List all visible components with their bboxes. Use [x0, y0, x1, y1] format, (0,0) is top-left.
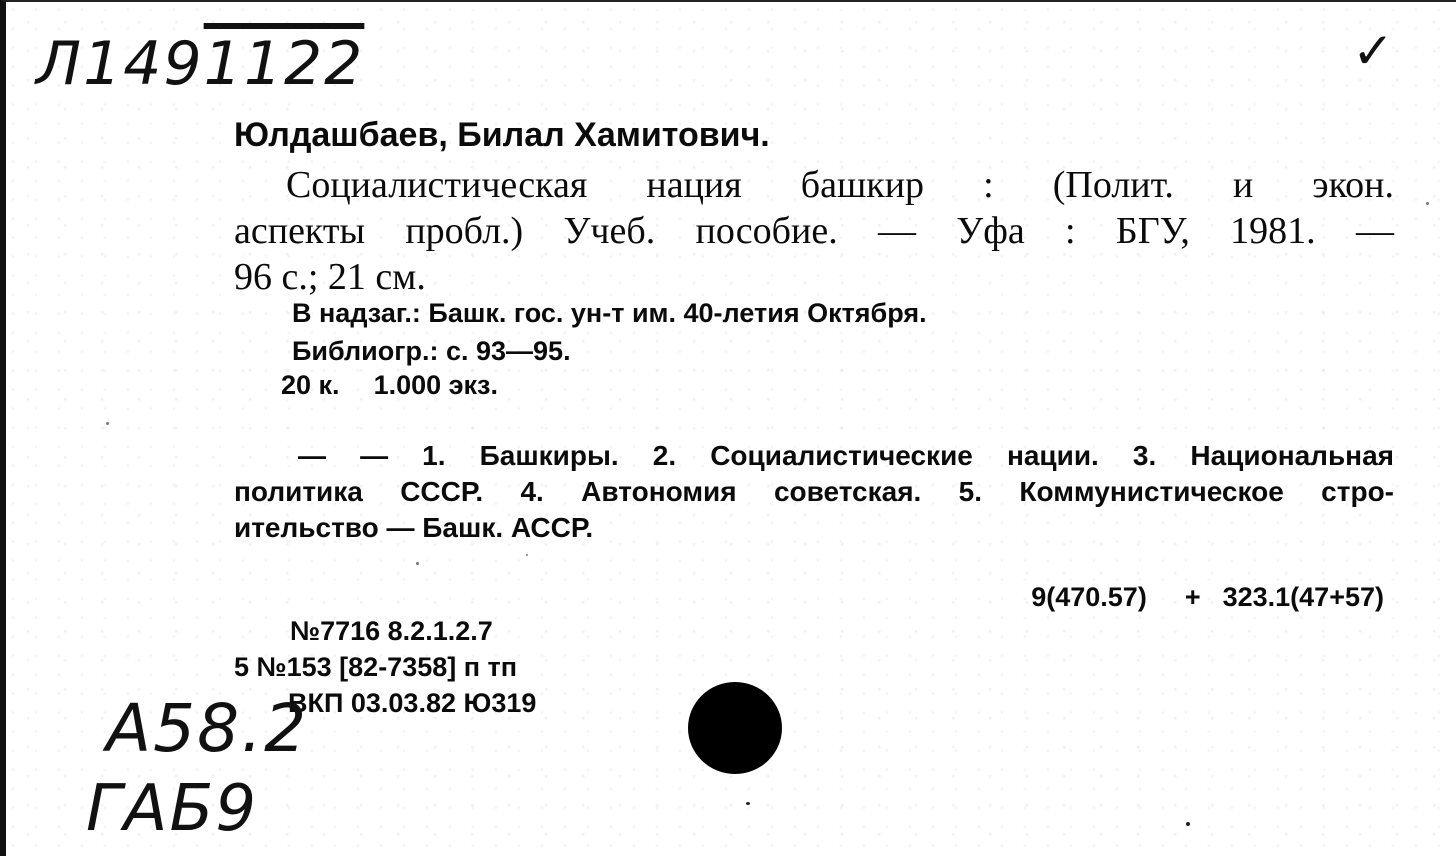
price-and-copies — [281, 370, 498, 401]
note-bibliography: Библиогр.: с. 93—95. — [292, 336, 571, 366]
scan-speck — [416, 562, 419, 565]
production-line-1: №7716 8.2.1.2.7 — [290, 616, 493, 646]
classification-left: 9(470.57) — [1031, 582, 1147, 612]
classification-right: 323.1(47+57) — [1222, 582, 1384, 612]
scan-speck — [1186, 822, 1190, 826]
subject-line-3: ительство — Башк. АССР. — [234, 512, 594, 543]
handwritten-collection-mark: ГАБ9 — [86, 772, 259, 846]
handwritten-shelf-mark: А58.2 — [106, 690, 309, 767]
production-line-2: 5 №153 [82-7358] п тп — [234, 652, 518, 682]
title-line-1 — [234, 162, 1394, 208]
subject-line-1 — [234, 440, 1394, 472]
subject-line-2-text: политика СССР. 4. Автономия советская. 5. Коммунистическое стро- — [234, 476, 1394, 507]
handwritten-call-number — [36, 29, 365, 99]
punch-hole-dot — [688, 682, 782, 774]
production-line-3: ВКП 03.03.82 Ю319 — [288, 688, 537, 718]
check-mark-icon: ✓ — [1352, 22, 1396, 80]
handwritten-call-number-sub: 1122 — [203, 29, 365, 99]
scan-speck — [106, 422, 109, 425]
classification-numbers — [1031, 582, 1384, 613]
subject-line-2 — [234, 476, 1394, 508]
price: 20 к. — [281, 370, 340, 400]
title-line-3: 96 с.; 21 см. — [234, 256, 426, 298]
title-line-1-text: Социалистическая нация башкир : (Полит. и экон. — [286, 164, 1394, 206]
scan-speck — [1426, 202, 1429, 205]
classification-plus: + — [1184, 582, 1201, 612]
copies: 1.000 экз. — [373, 370, 498, 400]
title-line-2 — [234, 208, 1394, 254]
subject-line-1-text: — — 1. Башкиры. 2. Социалистические нации. 3. Национальная — [298, 440, 1394, 471]
title-line-2-text: аспекты пробл.) Учеб. пособие. — Уфа : БГУ, 1981. — — [234, 210, 1394, 252]
scan-speck — [526, 554, 528, 556]
author-heading: Юлдашбаев, Билал Хамитович. — [234, 116, 770, 154]
note-institution: В надзаг.: Башк. гос. ун-т им. 40-летия Октября. — [292, 298, 927, 328]
handwritten-call-number-main: Л149 — [36, 29, 204, 99]
scan-speck — [746, 802, 750, 805]
